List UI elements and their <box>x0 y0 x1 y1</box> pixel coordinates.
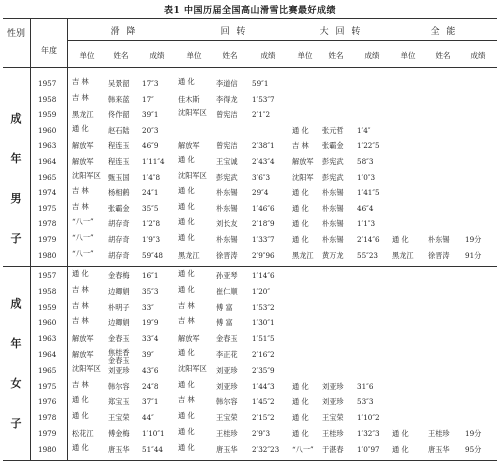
female-cell: 李正花 <box>216 350 238 359</box>
male-cell: 甄玉国 <box>108 172 130 182</box>
male-cell: 彭宪武 <box>322 172 344 182</box>
male-cell: 2′18″9 <box>252 219 275 229</box>
male-cell: 1′4″8 <box>142 172 161 182</box>
male-cell: 通 化 <box>178 77 195 86</box>
male-cell: 1′0″3 <box>357 172 376 182</box>
male-cell: 1963 <box>38 141 57 151</box>
female-cell: 95分 <box>465 444 482 454</box>
male-cell: 1964 <box>38 157 57 166</box>
female-cell: 1′14″6 <box>252 271 275 280</box>
female-cell: 1976 <box>38 397 57 407</box>
male-cell: 29″4 <box>252 188 269 198</box>
female-cell: 33″4 <box>142 334 159 344</box>
male-cell: 朴东锡 <box>322 219 344 229</box>
male-cell: 解放军 <box>292 157 314 166</box>
female-cell: 1958 <box>38 286 57 296</box>
female-cell: 解放军 <box>72 334 94 344</box>
female-cell: 焦桂香 金春玉 <box>108 348 130 365</box>
female-cell: 沈阳军区 <box>178 363 207 373</box>
female-cell: 37″1 <box>142 397 159 407</box>
female-cell: 1978 <box>38 413 57 423</box>
rule-top <box>3 18 497 19</box>
group-label-char: 子 <box>10 232 22 245</box>
header-sub: 姓名 <box>113 51 129 60</box>
header-year: 年度 <box>41 46 57 55</box>
female-cell: 1′10″2 <box>357 413 380 423</box>
female-cell: 1′44″3 <box>252 381 275 391</box>
female-cell: 吉 林 <box>178 395 195 405</box>
male-cell: 彭宪武 <box>322 157 344 166</box>
male-cell: 吉 林 <box>72 92 89 102</box>
female-cell: 刘亚珍 <box>216 365 238 375</box>
female-cell: 44″ <box>142 413 154 423</box>
female-cell: 35″3 <box>142 286 159 296</box>
female-cell: 边卿娟 <box>108 286 130 296</box>
female-cell: 1975 <box>38 381 57 391</box>
male-cell: 1975 <box>38 203 57 213</box>
male-cell: 1′11″4 <box>142 157 165 166</box>
female-cell: 刘亚珍 <box>322 381 344 391</box>
rule-header-mid <box>67 40 497 41</box>
female-cell: 1979 <box>38 429 57 438</box>
female-cell: 通 化 <box>72 269 89 278</box>
male-cell: 通 化 <box>178 217 195 227</box>
male-cell: 张霸金 <box>322 141 344 151</box>
female-cell: 唐玉华 <box>216 444 238 454</box>
male-cell: 55″23 <box>357 250 378 260</box>
female-cell: 通 化 <box>178 379 195 389</box>
male-cell: 35″5 <box>142 203 159 213</box>
female-cell: 1960 <box>38 318 57 328</box>
male-cell: 朴东锡 <box>216 188 238 198</box>
female-cell: 19分 <box>465 429 482 438</box>
male-cell: 1959 <box>38 110 57 120</box>
male-cell: 沈阳军区 <box>72 170 101 180</box>
male-cell: 24″1 <box>142 188 159 198</box>
female-cell: 刘亚珍 <box>216 381 238 391</box>
female-cell: 刘亚珍 <box>322 397 344 407</box>
female-cell: 吉 林 <box>178 300 195 310</box>
header-sub: 单位 <box>400 51 416 60</box>
female-cell: 金春玉 <box>216 334 238 344</box>
female-cell: 31″6 <box>357 381 374 391</box>
male-cell: 通 化 <box>72 123 89 133</box>
female-cell: 19″9 <box>142 318 159 328</box>
male-cell: 朴东锡 <box>428 235 450 244</box>
rule-header-bottom <box>3 67 497 68</box>
male-cell: 吉 林 <box>72 77 89 86</box>
male-cell: 3′6″3 <box>252 172 271 182</box>
female-cell: 王桂珍 <box>428 429 450 438</box>
male-cell: 1′46″6 <box>252 203 275 213</box>
male-cell: 通 化 <box>392 235 409 244</box>
female-cell: 刘亚珍 <box>108 365 130 375</box>
male-cell: 1′33″7 <box>252 235 275 244</box>
group-label-char: 男 <box>10 192 22 205</box>
male-cell: 曾宪洁 <box>216 110 238 120</box>
female-cell: 通 化 <box>178 284 195 294</box>
female-cell: 24″8 <box>142 381 159 391</box>
male-cell: 朴东锡 <box>216 235 238 244</box>
male-cell: 2′1″2 <box>252 110 271 120</box>
header-sub: 姓名 <box>435 51 451 60</box>
female-cell: 1980 <box>38 444 57 454</box>
female-cell: 韩尔容 <box>216 397 238 407</box>
female-cell: 王桂珍 <box>322 429 344 438</box>
male-cell: 46″9 <box>142 141 159 151</box>
male-cell: 通 化 <box>178 233 195 242</box>
female-cell: 解放军 <box>178 334 200 344</box>
male-cell: 杨相鹤 <box>108 188 130 198</box>
male-cell: 1958 <box>38 94 57 104</box>
male-cell: 彭宪武 <box>216 172 238 182</box>
group-label-char: 子 <box>10 417 22 430</box>
female-cell: 1965 <box>38 365 57 375</box>
male-cell: 张元哲 <box>322 125 344 135</box>
male-cell: 59″48 <box>142 250 163 260</box>
male-cell: 17″ <box>142 94 154 104</box>
female-cell: 1′53″2 <box>252 302 275 312</box>
male-cell: 程连玉 <box>108 157 130 166</box>
male-cell: 通 化 <box>292 203 309 213</box>
male-cell: 佟作韶 <box>108 110 130 120</box>
female-cell: 53″3 <box>357 397 374 407</box>
male-cell: 徐晋涛 <box>428 250 450 260</box>
female-cell: 通 化 <box>72 395 89 405</box>
female-cell: “八一” <box>292 444 314 454</box>
female-cell: 1′10″1 <box>142 429 165 438</box>
male-cell: 吴景韶 <box>108 79 130 88</box>
header-sub: 成绩 <box>260 51 276 60</box>
male-cell: 沈阳军区 <box>178 108 207 118</box>
female-cell: 通 化 <box>292 397 309 407</box>
male-cell: 20″3 <box>142 125 159 135</box>
rule-bottom <box>3 460 497 461</box>
female-cell: 通 化 <box>292 413 309 423</box>
female-cell: 通 化 <box>178 411 195 421</box>
header-event-1: 回 转 <box>220 27 248 37</box>
male-cell: 程连玉 <box>108 141 130 151</box>
male-cell: 张霸金 <box>108 203 130 213</box>
header-event-2: 大 回 转 <box>319 27 363 37</box>
female-cell: 金春梅 <box>108 271 130 280</box>
female-cell: 1′20″ <box>252 286 271 296</box>
male-cell: 1′2″8 <box>142 219 161 229</box>
male-cell: 1′22″5 <box>357 141 380 151</box>
female-cell: 2′16″2 <box>252 350 275 359</box>
male-cell: 1960 <box>38 125 57 135</box>
female-cell: 崔仁顺 <box>216 286 238 296</box>
female-cell: 1963 <box>38 334 57 344</box>
male-cell: 1980 <box>38 250 57 260</box>
female-cell: 1′30″1 <box>252 318 275 328</box>
group-label-char: 女 <box>10 377 22 390</box>
female-cell: 2′32″23 <box>252 444 280 454</box>
header-sub: 姓名 <box>328 51 344 60</box>
female-cell: 通 化 <box>178 348 195 357</box>
header-sub: 成绩 <box>364 51 380 60</box>
header-sub: 单位 <box>297 51 313 60</box>
female-cell: 解放军 <box>72 350 94 359</box>
male-cell: 1′1″3 <box>357 219 376 229</box>
male-cell: 1979 <box>38 235 57 244</box>
header-sub: 单位 <box>186 51 202 60</box>
male-cell: 胡存奇 <box>108 250 130 260</box>
female-cell: 傅 富 <box>216 318 233 328</box>
male-cell: “八一” <box>72 217 94 227</box>
male-cell: 通 化 <box>292 188 309 198</box>
male-cell: 李道信 <box>216 79 238 88</box>
female-cell: 唐玉华 <box>428 444 450 454</box>
male-cell: 通 化 <box>292 125 309 135</box>
female-cell: 1′51″5 <box>252 334 275 344</box>
female-cell: 唐玉华 <box>108 444 130 454</box>
male-cell: 91分 <box>465 250 482 260</box>
female-cell: 1′45″2 <box>252 397 275 407</box>
female-cell: 1957 <box>38 271 57 280</box>
female-cell: 51″44 <box>142 444 163 454</box>
group-label-char: 年 <box>10 152 22 165</box>
female-cell: 王桂珍 <box>216 429 238 438</box>
header-sub: 成绩 <box>470 51 486 60</box>
female-cell: 沈阳军区 <box>72 363 101 373</box>
female-cell: 王宝荣 <box>216 413 238 423</box>
female-cell: 朴明子 <box>108 302 130 312</box>
female-cell: 金春玉 <box>108 334 130 344</box>
female-cell: 2′15″2 <box>252 413 275 423</box>
male-cell: 通 化 <box>178 186 195 196</box>
female-cell: 43″6 <box>142 365 159 375</box>
group-label-char: 成 <box>10 297 22 310</box>
male-cell: 王宝诚 <box>216 157 238 166</box>
female-cell: 通 化 <box>178 269 195 278</box>
male-cell: 1′9″3 <box>142 235 161 244</box>
female-cell: 吉 林 <box>178 316 195 326</box>
male-cell: 2′43″4 <box>252 157 275 166</box>
female-cell: 吉 林 <box>72 379 89 389</box>
male-cell: 46″4 <box>357 203 374 213</box>
male-cell: 吉 林 <box>72 201 89 211</box>
female-cell: 韩尔容 <box>108 381 130 391</box>
male-cell: 1974 <box>38 188 57 198</box>
header-event-0: 滑 降 <box>110 27 138 37</box>
female-cell: 傅 富 <box>216 302 233 312</box>
header-sub: 单位 <box>79 51 95 60</box>
rule-group-divider <box>3 266 497 267</box>
male-cell: 徐晋涛 <box>216 250 238 260</box>
header-event-3: 全 能 <box>430 27 458 37</box>
header-sub: 姓名 <box>222 51 238 60</box>
male-cell: 黑龙江 <box>72 110 94 120</box>
male-cell: 1978 <box>38 219 57 229</box>
male-cell: 39″1 <box>142 110 159 120</box>
table-title: 表1 中国历届全国高山滑雪比赛最好成绩 <box>164 6 336 16</box>
vrule-gender <box>30 18 31 460</box>
female-cell: 王宝荣 <box>322 413 344 423</box>
male-cell: 李得龙 <box>216 94 238 104</box>
female-cell: 孙亚琴 <box>216 271 238 280</box>
female-cell: 通 化 <box>292 429 309 438</box>
male-cell: 解放军 <box>72 141 94 151</box>
female-cell: 1964 <box>38 350 57 359</box>
female-cell: 松花江 <box>72 429 94 438</box>
female-cell: 于湛春 <box>322 444 344 454</box>
male-cell: 通 化 <box>292 235 309 244</box>
female-cell: 吉 林 <box>72 300 89 310</box>
female-cell: 33″ <box>142 302 154 312</box>
female-cell: 郑宝玉 <box>108 397 130 407</box>
male-cell: 1965 <box>38 172 57 182</box>
male-cell: 1′4″ <box>357 125 371 135</box>
female-cell: 通 化 <box>392 444 409 454</box>
female-cell: 1959 <box>38 302 57 312</box>
male-cell: 黄万龙 <box>322 250 344 260</box>
male-cell: 朴东锡 <box>322 235 344 244</box>
male-cell: 59″1 <box>252 79 269 88</box>
male-cell: 2′9″96 <box>252 250 275 260</box>
male-cell: 吉 林 <box>292 141 309 151</box>
female-cell: 边卿娟 <box>108 318 130 328</box>
male-cell: 58″3 <box>357 157 374 166</box>
female-cell: 1′32″3 <box>357 429 380 438</box>
female-cell: 通 化 <box>72 442 89 452</box>
male-cell: 胡存奇 <box>108 235 130 244</box>
female-cell: 吉 林 <box>72 284 89 294</box>
female-cell: 通 化 <box>178 427 195 436</box>
male-cell: 19分 <box>465 235 482 244</box>
male-cell: 解放军 <box>72 157 94 166</box>
male-cell: 曾宪洁 <box>216 141 238 151</box>
group-label-char: 成 <box>10 112 22 125</box>
male-cell: 沈阳军区 <box>178 170 207 180</box>
male-cell: 朴东锡 <box>216 203 238 213</box>
male-cell: 解放军 <box>178 141 200 151</box>
female-cell: 通 化 <box>392 429 409 438</box>
header-gender: 性别 <box>6 29 25 39</box>
male-cell: 赵石陆 <box>108 125 130 135</box>
header-sub: 成绩 <box>149 51 165 60</box>
male-cell: 韩来蓝 <box>108 94 130 104</box>
female-cell: 1′0″97 <box>357 444 380 454</box>
male-cell: 17″3 <box>142 79 159 88</box>
female-cell: 通 化 <box>292 381 309 391</box>
male-cell: 通 化 <box>292 219 309 229</box>
female-cell: 通 化 <box>178 442 195 452</box>
male-cell: 吉 林 <box>72 186 89 196</box>
male-cell: 朴东锡 <box>322 203 344 213</box>
group-label-char: 年 <box>10 337 22 350</box>
male-cell: 1′53″7 <box>252 94 275 104</box>
male-cell: “八一” <box>72 233 94 242</box>
female-cell: 王宝荣 <box>108 413 130 423</box>
female-cell: 吉 林 <box>72 316 89 326</box>
female-cell: 39″ <box>142 350 154 359</box>
male-cell: 1957 <box>38 79 57 88</box>
female-cell: 2′35″9 <box>252 365 275 375</box>
male-cell: 1′41″5 <box>357 188 380 198</box>
male-cell: 通 化 <box>178 155 195 164</box>
male-cell: 胡存奇 <box>108 219 130 229</box>
male-cell: 黑龙江 <box>292 250 314 260</box>
male-cell: 黑龙江 <box>392 250 414 260</box>
male-cell: 朴东锡 <box>322 188 344 198</box>
male-cell: 佳木斯 <box>178 94 200 104</box>
male-cell: 通 化 <box>178 201 195 211</box>
female-cell: 通 化 <box>72 411 89 421</box>
male-cell: 刘长友 <box>216 219 238 229</box>
female-cell: 傅金梅 <box>108 429 130 438</box>
male-cell: “八一” <box>72 248 94 258</box>
male-cell: 2′38″1 <box>252 141 275 151</box>
female-cell: 16″1 <box>142 271 159 280</box>
male-cell: 黑龙江 <box>178 250 200 260</box>
male-cell: 2′14″6 <box>357 235 380 244</box>
female-cell: 2′9″3 <box>252 429 271 438</box>
male-cell: 沈阳军 <box>292 172 314 182</box>
